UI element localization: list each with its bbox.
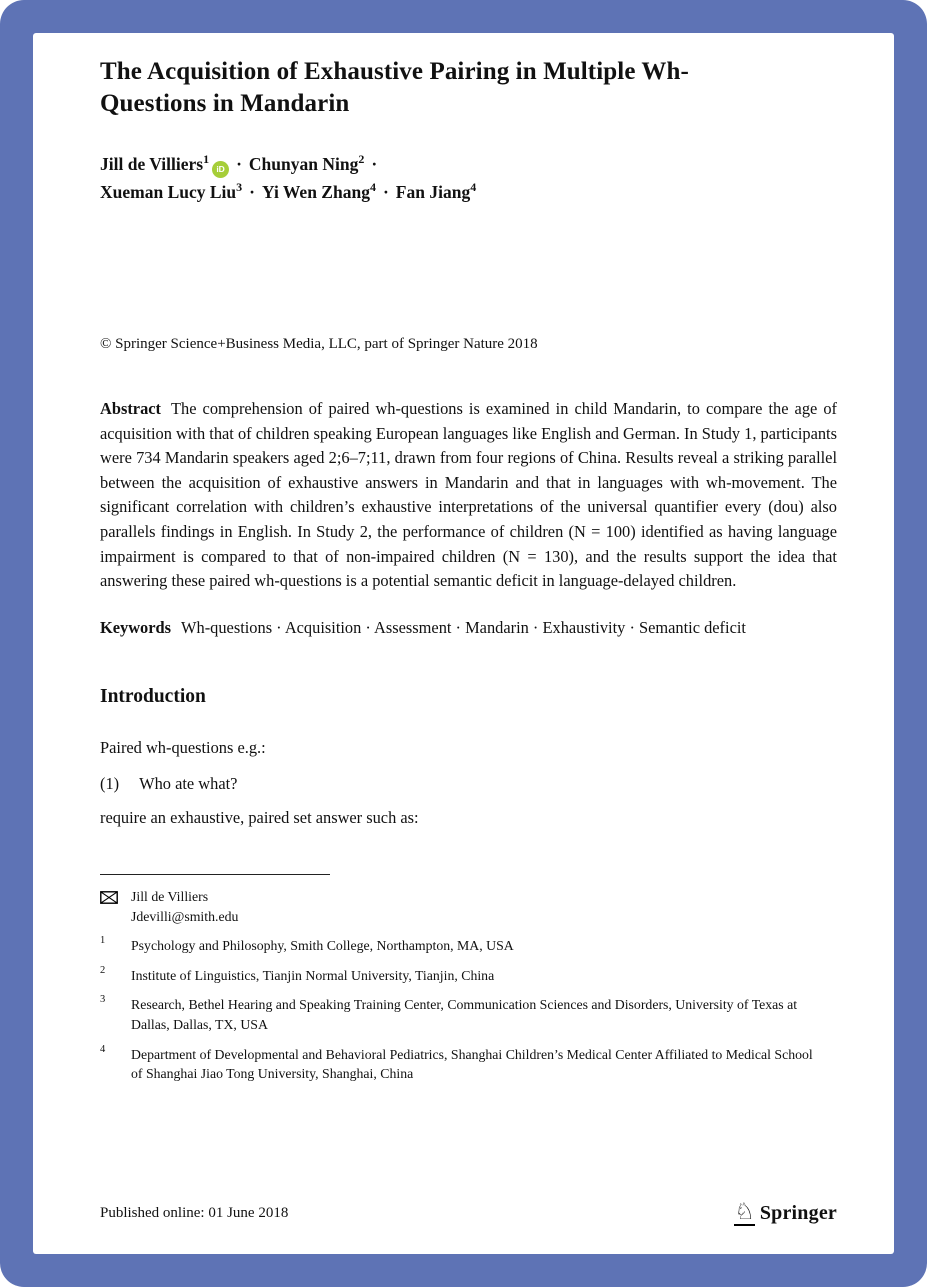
author-list: [100, 150, 837, 206]
corresponding-author-email[interactable]: Jdevilli@smith.edu: [131, 908, 239, 924]
footnote-number: 2: [100, 964, 106, 976]
corresponding-author-info: [131, 887, 816, 926]
affiliation-footnote: [100, 995, 816, 1034]
published-online-date: Published online: 01 June 2018: [100, 1204, 289, 1221]
abstract-text: The comprehension of paired wh-questions is examined in child Mandarin, to compare the age of acquisition with that of children speaking European languages like English and German. In Study 1, participants were 734 Mandarin speakers aged 2;6–7;11, drawn from four regions of China. Results reveal a striking parallel between the acquisition of exhaustive answers in Mandarin and that in languages with wh-movement. The significant correlation with children’s exhaustive interpretations of the universal quantifier every (dou) also parallels findings in English. In Study 2, the performance of children (N = 100) identified as having language impairment is compared to that of non-impaired children (N = 130), and the results support the idea that answering these paired wh-questions is a potential semantic deficit in language-delayed children.: [100, 398, 837, 591]
example-text: Who ate what?: [139, 774, 238, 794]
author-separator: ·: [249, 181, 255, 202]
footnote-number: 4: [100, 1043, 106, 1055]
footnote-number: 1: [100, 935, 106, 947]
author-affiliation-sup: 1: [203, 152, 210, 166]
springer-knight-icon: ♘: [734, 1199, 755, 1224]
corresponding-author-row: [100, 887, 816, 926]
section-heading-introduction: Introduction: [100, 686, 206, 708]
springer-logo-text: Springer: [759, 1201, 837, 1224]
author-name: Jill de Villiers: [100, 153, 204, 174]
affiliation-footnote: [100, 1045, 816, 1084]
footnote-text: Department of Developmental and Behavioral Pediatrics, Shanghai Children’s Medical Center Affiliated to Medical School of Shanghai Jiao Tong University, Shanghai, China: [131, 1046, 813, 1082]
keywords-paragraph: [100, 616, 837, 641]
article-title: The Acquisition of Exhaustive Pairing in Multiple Wh-Questions in Mandarin: [100, 58, 689, 117]
intro-paragraph-1: Paired wh-questions e.g.:: [100, 738, 266, 758]
author-5: [395, 179, 477, 202]
author-2: [249, 154, 364, 174]
author-name: Yi Wen Zhang: [261, 181, 370, 202]
orcid-icon-label: iD: [216, 163, 225, 174]
footnote-divider: [100, 874, 330, 875]
abstract-paragraph: [100, 397, 837, 594]
author-3: [100, 179, 243, 202]
affiliation-footnote: [100, 966, 816, 986]
article-first-page: [33, 33, 894, 1254]
footnote-block: [100, 887, 837, 1084]
corresponding-author-name: Jill de Villiers: [131, 889, 209, 905]
footnote-text: Psychology and Philosophy, Smith College, Northampton, MA, USA: [131, 938, 514, 954]
footnote-text: Institute of Linguistics, Tianjin Normal University, Tianjin, China: [131, 967, 495, 983]
copyright-line: © Springer Science+Business Media, LLC, part of Springer Nature 2018: [100, 335, 538, 352]
numbered-example: [100, 774, 837, 794]
footnote-text: Research, Bethel Hearing and Speaking Training Center, Communication Sciences and Disorders, University of Texas at Dallas, Dallas, TX, USA: [131, 997, 798, 1033]
orcid-icon[interactable]: [212, 161, 229, 178]
author-affiliation-sup: 4: [470, 179, 477, 194]
author-name: Xueman Lucy Liu: [100, 181, 237, 202]
affiliation-footnote: [100, 936, 816, 956]
author-affiliation-sup: 2: [358, 152, 365, 166]
example-number: (1): [100, 774, 120, 794]
author-separator: ·: [382, 181, 389, 202]
author-1: [100, 154, 209, 174]
author-4: [261, 179, 376, 202]
keywords-label: Keywords: [100, 617, 172, 637]
keywords-text: Wh-questions · Acquisition · Assessment · Mandarin · Exhaustivity · Semantic deficit: [181, 617, 746, 637]
springer-logo: [734, 1200, 837, 1226]
footnote-number: 3: [100, 994, 106, 1006]
abstract-label: Abstract: [100, 398, 161, 418]
author-affiliation-sup: 4: [369, 179, 376, 194]
envelope-icon: [100, 890, 131, 929]
author-name: Chunyan Ning: [248, 153, 359, 174]
author-separator: ·: [371, 153, 378, 174]
author-separator: ·: [236, 153, 242, 174]
page-footer: [100, 1200, 837, 1226]
intro-paragraph-2: require an exhaustive, paired set answer such as:: [100, 808, 419, 828]
author-name: Fan Jiang: [395, 181, 471, 202]
author-affiliation-sup: 3: [236, 179, 243, 194]
